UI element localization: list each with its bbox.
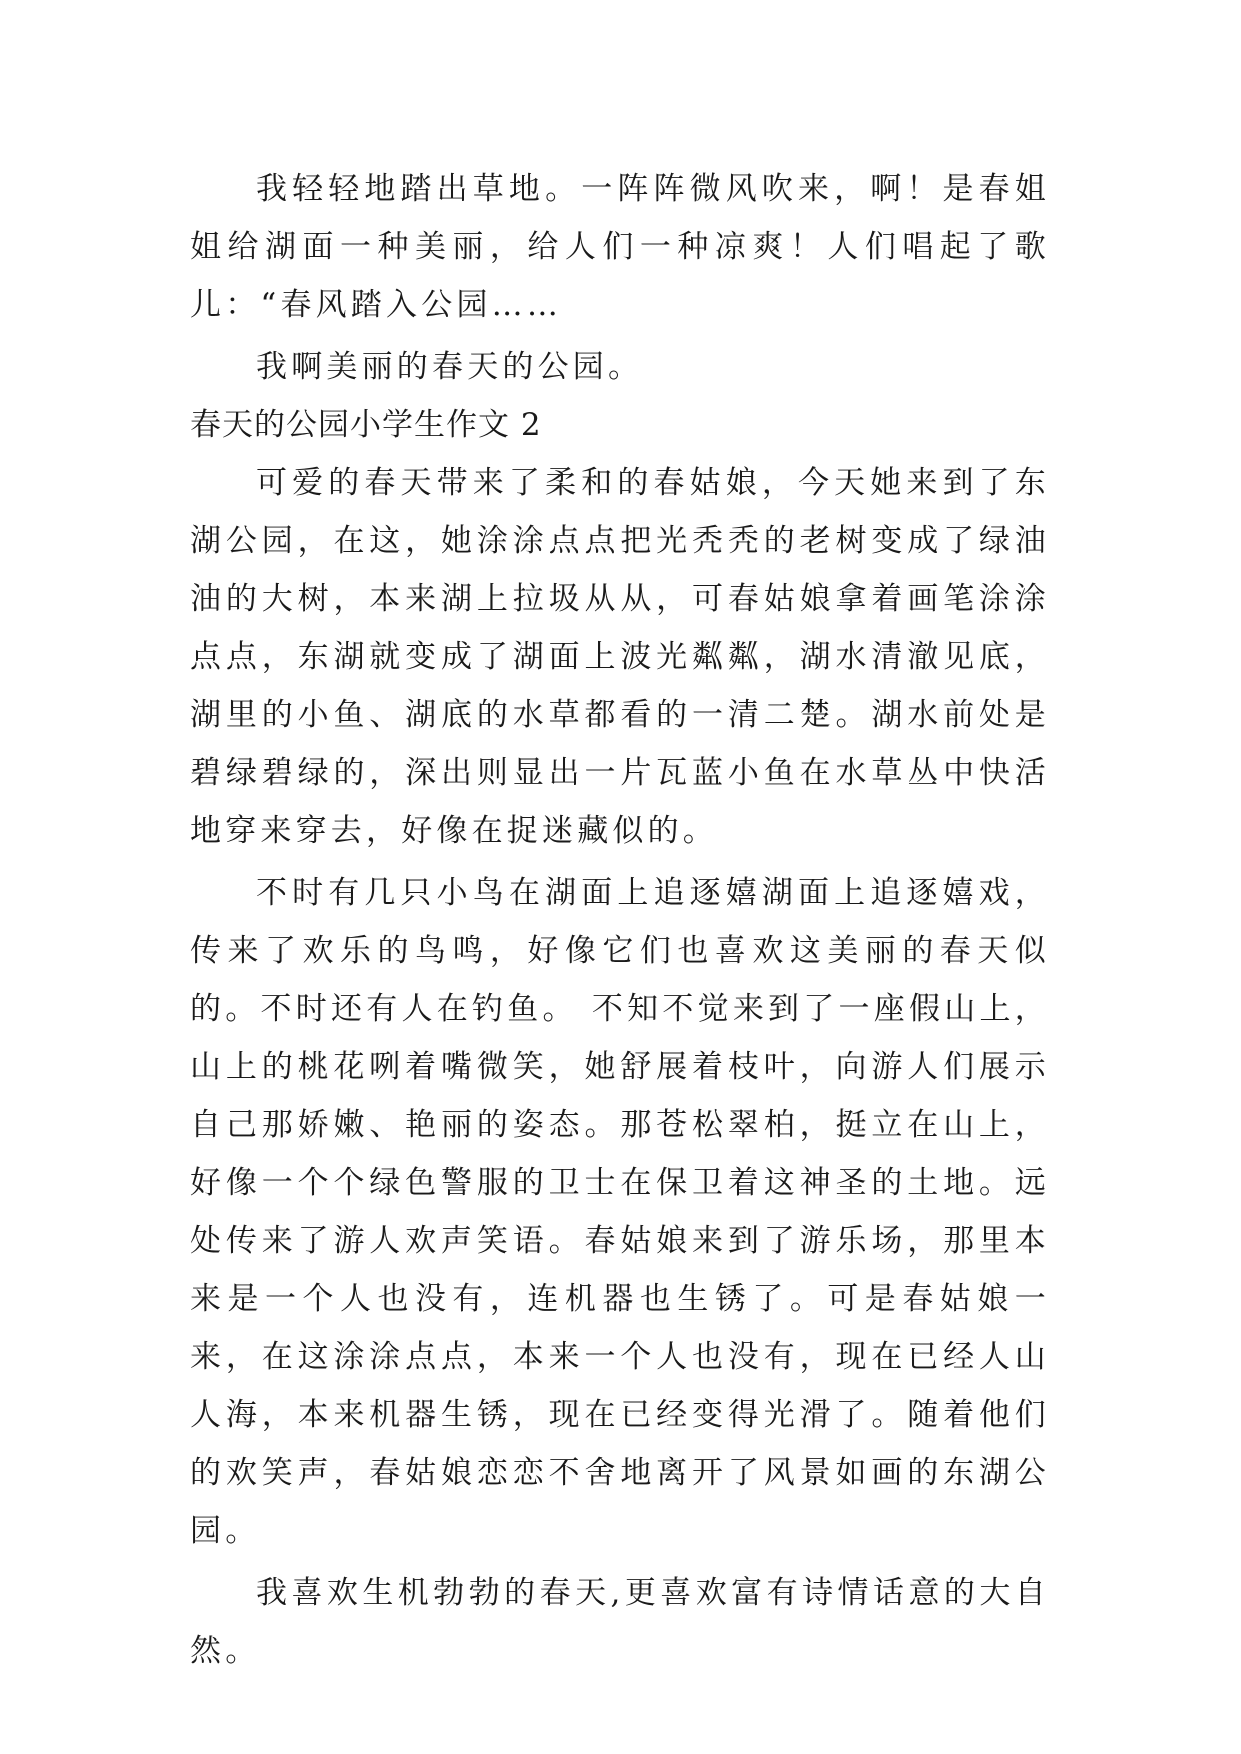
- section-heading: 春天的公园小学生作文 2: [190, 407, 542, 443]
- paragraph: 可爱的春天带来了柔和的春姑娘，今天她来到了东湖公园，在这，她涂涂点点把光秃秃的老树变成了绿油油的大树，本来湖上拉圾从从，可春姑娘拿着画笔涂涂点点，东湖就变成了湖面上波光粼粼，湖水清澈见底，湖里的小鱼、湖底的水草都看的一清二楚。湖水前处是碧绿碧绿的，深出则显出一片瓦蓝小鱼在水草丛中快活地穿来穿去，好像在捉迷藏似的。: [190, 465, 1050, 849]
- paragraph: 我轻轻地踏出草地。一阵阵微风吹来，啊！是春姐姐给湖面一种美丽，给人们一种凉爽！人们唱起了歌儿：“春风踏入公园……: [190, 171, 1050, 323]
- paragraph: 我喜欢生机勃勃的春天,更喜欢富有诗情话意的大自然。: [190, 1575, 1050, 1669]
- paragraph: 我啊美丽的春天的公园。: [256, 349, 644, 385]
- document-page: [190, 160, 1050, 1680]
- paragraph: 不时有几只小鸟在湖面上追逐嬉湖面上追逐嬉戏，传来了欢乐的鸟鸣，好像它们也喜欢这美丽的春天似的。不时还有人在钓鱼。 不知不觉来到了一座假山上，山上的桃花咧着嘴微笑，她舒展着枝叶，向游人们展示自己那娇嫩、艳丽的姿态。那苍松翠柏，挺立在山上，好像一个个绿色警服的卫士在保卫着这神圣的土地。远处传来了游人欢声笑语。春姑娘来到了游乐场，那里本来是一个人也没有，连机器也生锈了。可是春姑娘一来，在这涂涂点点，本来一个人也没有，现在已经人山人海，本来机器生锈，现在已经变得光滑了。随着他们的欢笑声，春姑娘恋恋不舍地离开了风景如画的东湖公园。: [190, 875, 1050, 1549]
